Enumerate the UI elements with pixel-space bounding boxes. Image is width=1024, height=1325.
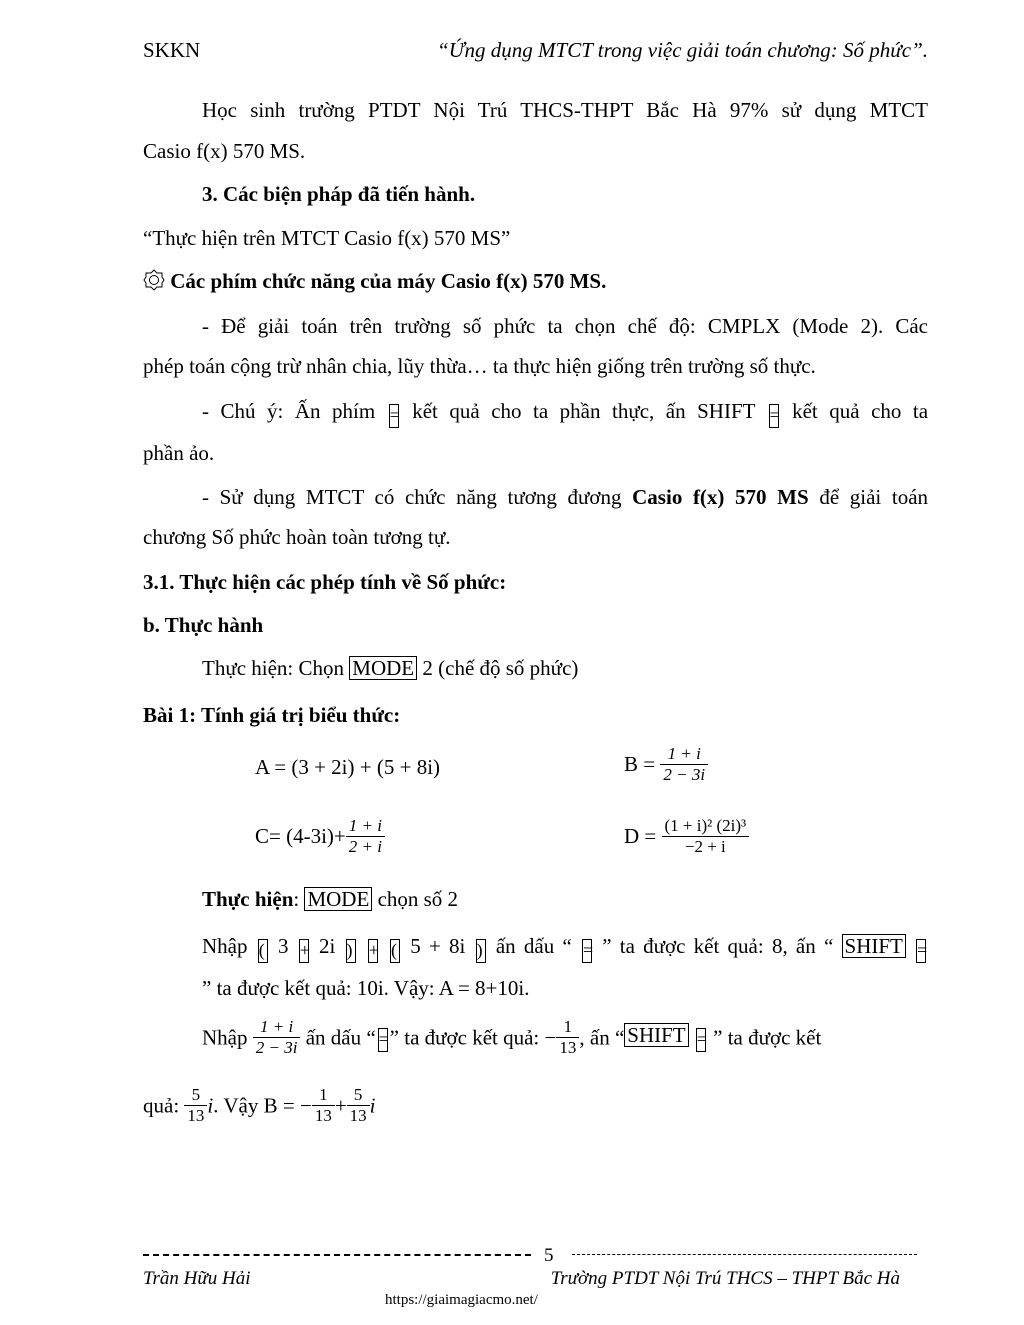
header-left: SKKN bbox=[143, 38, 201, 62]
expression-d: D = $\frac{\text{(1 + i)² (2i)³}}{-2 + i}$ bbox=[624, 816, 749, 857]
footer-school: Trường PTDT Nội Trú THCS – THPT Bắc Hà bbox=[550, 1268, 900, 1289]
fraction-b-imag: $\frac{5}{13}$ bbox=[347, 1085, 370, 1126]
equals-key: = bbox=[769, 404, 779, 428]
step-input-a: Nhập ( 3 + 2i ) + ( 5 + 8i ) ấn dấu “ = ” ta được kết quả: 8, ấn “ SHIFT = bbox=[202, 933, 928, 963]
fraction-d: $\frac{\text{(1 + i)² (2i)³}}{-2 + i}$ bbox=[662, 816, 750, 857]
equals-key: = bbox=[378, 1028, 388, 1052]
expression-a: A = (3 + 2i) + (5 + 8i) bbox=[255, 755, 441, 779]
fraction-real-part: $\frac{1}{13}$ bbox=[556, 1017, 579, 1058]
footer-url[interactable]: https://giaimagiacmo.net/ bbox=[385, 1292, 538, 1308]
exercise-1-title: Bài 1: Tính giá trị biểu thức: bbox=[143, 703, 401, 727]
page-number: 5 bbox=[544, 1245, 554, 1266]
paragraph-1-line-1: Học sinh trường PTDT Nội Trú THCS-THPT Bắc Hà 97% sử dụng MTCT bbox=[202, 98, 928, 122]
section-heading-3: 3. Các biện pháp đã tiến hành. bbox=[202, 182, 476, 206]
expression-c: C= (4-3i)+ $\frac{1 + i}{2 + i}$ bbox=[255, 816, 385, 857]
step-result-b: quả: $\frac{5}{13}$ i. Vậy B = − $\frac{1}{13}$ + $\frac{5}{13}$ i bbox=[143, 1085, 376, 1125]
plus-key: + bbox=[299, 939, 309, 963]
expression-b: B = $\frac{1 + i}{2 - 3i}$ bbox=[624, 744, 708, 785]
mode-instruction: Thực hiện: Chọn MODE 2 (chế độ số phức) bbox=[202, 656, 579, 680]
paragraph-4-line-2: chương Số phức hoàn toàn tương tự. bbox=[143, 525, 451, 549]
close-paren-key: ) bbox=[476, 939, 486, 963]
footer-author: Trần Hữu Hải bbox=[143, 1268, 251, 1289]
shift-key: SHIFT bbox=[842, 934, 906, 958]
gear-icon bbox=[143, 269, 170, 293]
fraction-b: $\frac{1 + i}{2 - 3i}$ bbox=[660, 744, 708, 785]
fraction-input-b: $\frac{1 + i}{2 - 3i}$ bbox=[253, 1017, 301, 1058]
equals-key: = bbox=[696, 1028, 706, 1052]
plus-key: + bbox=[368, 939, 378, 963]
step-result-a: ” ta được kết quả: 10i. Vậy: A = 8+10i. bbox=[202, 976, 530, 1000]
paragraph-3-line-2: phần ảo. bbox=[143, 441, 215, 465]
step-input-b: Nhập $\frac{1 + i}{2 - 3i}$ ấn dấu “ =” ta được kết quả: − $\frac{1}{13}$ , ấn “ SHIFT = ” ta được kết bbox=[202, 1017, 822, 1057]
header-title: “Ứng dụng MTCT trong việc giải toán chương: Số phức”. bbox=[437, 38, 928, 62]
open-paren-key: ( bbox=[390, 939, 400, 963]
paragraph-2-line-1: - Để giải toán trên trường số phức ta chọn chế độ: CMPLX (Mode 2). Các bbox=[202, 314, 928, 338]
paragraph-3-line-1: - Chú ý: Ấn phím = kết quả cho ta phần thực, ấn SHIFT = kết quả cho ta bbox=[202, 398, 928, 428]
step-mode: Thực hiện: MODE chọn số 2 bbox=[202, 887, 459, 911]
equals-key: = bbox=[916, 939, 926, 963]
mode-key: MODE bbox=[349, 656, 417, 680]
paragraph-4-line-1: - Sử dụng MTCT có chức năng tương đương Casio f(x) 570 MS để giải toán bbox=[202, 485, 929, 509]
keys-heading: Các phím chức năng của máy Casio f(x) 570 MS. bbox=[143, 268, 928, 294]
fraction-c: $\frac{1 + i}{2 + i}$ bbox=[346, 816, 385, 857]
section-heading-3-1: 3.1. Thực hiện các phép tính về Số phức: bbox=[143, 570, 507, 594]
fraction-imag-part: $\frac{5}{13}$ bbox=[184, 1085, 207, 1126]
section-heading-b: b. Thực hành bbox=[143, 613, 264, 637]
mode-key: MODE bbox=[304, 887, 372, 911]
close-paren-key: ) bbox=[346, 939, 356, 963]
paragraph-2-line-2: phép toán cộng trừ nhân chia, lũy thừa… ta thực hiện giống trên trường số thực. bbox=[143, 354, 816, 378]
fraction-b-real: $\frac{1}{13}$ bbox=[312, 1085, 335, 1126]
equals-key: = bbox=[582, 939, 592, 963]
equals-key: = bbox=[389, 404, 399, 428]
footer-divider-right bbox=[572, 1245, 917, 1255]
shift-key: SHIFT bbox=[624, 1023, 688, 1047]
paragraph-1-line-2: Casio f(x) 570 MS. bbox=[143, 139, 306, 163]
quote-line: “Thực hiện trên MTCT Casio f(x) 570 MS” bbox=[143, 226, 511, 250]
open-paren-key: ( bbox=[258, 939, 268, 963]
footer-divider-left bbox=[143, 1245, 531, 1256]
